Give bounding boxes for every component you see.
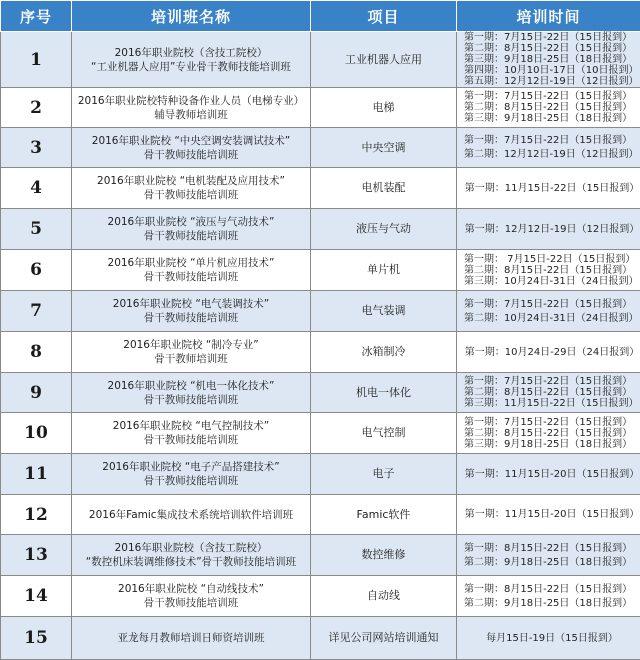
- training-period: 第二期：9月18日-25日（18日报到）: [464, 557, 640, 568]
- item-cell: 中央空调: [311, 128, 457, 168]
- training-period: 第一期：8月15日-22日（15日报到）: [464, 584, 640, 595]
- training-period: 第三期：9月18日-25日（18日报到）: [464, 54, 640, 65]
- item-cell: 冰箱制冷: [311, 332, 457, 373]
- training-time-cell: [457, 413, 640, 454]
- training-time-cell: [457, 454, 640, 495]
- table-row: [1, 32, 640, 88]
- row-number: 4: [1, 168, 72, 209]
- training-time-cell: [457, 168, 640, 209]
- row-number: 8: [1, 332, 72, 373]
- training-period: 第二期：12月12日-19日（12日报到）: [464, 149, 640, 160]
- class-name-line: “工业机器人应用”专业骨干教师技能培训班: [72, 60, 310, 74]
- table-row: [1, 454, 640, 495]
- class-name-cell: [72, 88, 311, 128]
- class-name-cell: [72, 250, 311, 291]
- training-time-cell: [457, 128, 640, 168]
- training-time-cell: [457, 32, 640, 88]
- row-number: 3: [1, 128, 72, 168]
- class-name-line: 2016年职业院校 “单片机应用技术”: [72, 256, 310, 270]
- class-name-line: 2016年职业院校 “电子产品搭建技术”: [72, 460, 310, 474]
- class-name-cell: [72, 168, 311, 209]
- header-row: [1, 1, 640, 32]
- training-period: 第三期：11月15日-22日（15日报到）: [464, 398, 640, 409]
- item-cell: 电气控制: [311, 413, 457, 454]
- training-period: 第二期：8月15日-22日（15日报到）: [464, 102, 640, 113]
- class-name-line: 骨干教师技能培训班: [72, 474, 310, 488]
- table-row: [1, 373, 640, 413]
- training-time-cell: [457, 250, 640, 291]
- class-name-line: 骨干教师技能培训班: [72, 148, 310, 162]
- training-period: 第二期：8月15日-22日（15日报到）: [464, 428, 640, 439]
- row-number: 2: [1, 88, 72, 128]
- class-name-line: 2016年职业院校 “液压与气动技术”: [72, 215, 310, 229]
- class-name-line: 2016年职业院校 “电机装配及应用技术”: [72, 174, 310, 188]
- row-number: 10: [1, 413, 72, 454]
- table-row: [1, 250, 640, 291]
- item-cell: 单片机: [311, 250, 457, 291]
- class-name-line: 2016年职业院校 “机电一体化技术”: [72, 379, 310, 393]
- class-name-cell: [72, 495, 311, 535]
- class-name-line: 骨干教师技能培训班: [72, 188, 310, 202]
- training-time-cell: [457, 209, 640, 250]
- table-row: [1, 495, 640, 535]
- row-number: 11: [1, 454, 72, 495]
- table-row: [1, 332, 640, 373]
- row-number: 14: [1, 576, 72, 617]
- class-name-cell: [72, 209, 311, 250]
- class-name-line: 2016年职业院校（含技工院校）: [72, 46, 310, 60]
- training-period: 第三期：10月24日-31日（24日报到）: [464, 276, 640, 287]
- item-cell: 液压与气动: [311, 209, 457, 250]
- class-name-cell: [72, 413, 311, 454]
- class-name-cell: [72, 373, 311, 413]
- training-period: 第一期：7月15日-22日（15日报到）: [464, 376, 640, 387]
- training-time-cell: [457, 332, 640, 373]
- table-row: [1, 209, 640, 250]
- row-number: 6: [1, 250, 72, 291]
- training-period: 第二期：8月15日-22日（15日报到）: [464, 43, 640, 54]
- table-row: [1, 535, 640, 576]
- table-row: [1, 291, 640, 332]
- item-cell: 电机装配: [311, 168, 457, 209]
- table-row: [1, 413, 640, 454]
- class-name-line: 2016年职业院校 “自动线技术”: [72, 582, 310, 596]
- class-name-cell: [72, 454, 311, 495]
- class-name-line: 骨干教师技能培训班: [72, 393, 310, 407]
- training-period: 每月15日-19日（15日报到）: [464, 633, 640, 644]
- training-time-cell: [457, 576, 640, 617]
- training-period: 第一期：12月12日-19日（12日报到）: [464, 224, 640, 235]
- class-name-line: 骨干教师培训班: [72, 352, 310, 366]
- training-period: 第一期：7月15日-22日（15日报到）: [464, 91, 640, 102]
- class-name-cell: [72, 32, 311, 88]
- row-number: 9: [1, 373, 72, 413]
- row-number: 5: [1, 209, 72, 250]
- table-row: [1, 128, 640, 168]
- training-period: 第一期：10月24日-29日（24日报到）: [464, 347, 640, 358]
- table-row: [1, 576, 640, 617]
- class-name-line: 2016年职业院校（含技工院校）: [72, 541, 310, 555]
- class-name-cell: [72, 332, 311, 373]
- training-time-cell: [457, 373, 640, 413]
- training-time-cell: [457, 88, 640, 128]
- row-number: 13: [1, 535, 72, 576]
- item-cell: 数控维修: [311, 535, 457, 576]
- table-body: [1, 32, 640, 660]
- training-period: 第二期：8月15日-22日（15日报到）: [464, 387, 640, 398]
- class-name-line: 亚龙每月教师培训日师资培训班: [72, 631, 310, 645]
- training-time-cell: [457, 535, 640, 576]
- training-period: 第四期：10月10日-17日（10日报到）: [464, 65, 640, 76]
- training-period: 第一期：11月15日-20日（15日报到）: [464, 469, 640, 480]
- row-number: 1: [1, 32, 72, 88]
- training-time-cell: [457, 495, 640, 535]
- class-name-cell: [72, 617, 311, 660]
- training-period: 第一期：7月15日-22日（15日报到）: [464, 32, 640, 43]
- training-period: 第一期：7月15日-22日（15日报到）: [464, 135, 640, 146]
- item-cell: 工业机器人应用: [311, 32, 457, 88]
- item-cell: 机电一体化: [311, 373, 457, 413]
- class-name-line: 辅导教师培训班: [72, 108, 310, 122]
- header-item: 项目: [311, 1, 457, 32]
- training-period: 第一期：7月15日-22日（15日报到）: [464, 299, 640, 310]
- training-period: 第五期：12月12日-19日（12日报到）: [464, 76, 640, 87]
- training-period: 第一期：11月15日-20日（15日报到）: [464, 509, 640, 520]
- class-name-cell: [72, 535, 311, 576]
- header-no: 序号: [1, 1, 72, 32]
- class-name-line: 2016年职业院校 “电气控制技术”: [72, 419, 310, 433]
- table-row: [1, 168, 640, 209]
- training-period: 第三期：9月18日-25日（18日报到）: [464, 113, 640, 124]
- item-cell: Famic软件: [311, 495, 457, 535]
- training-time-cell: [457, 617, 640, 660]
- class-name-line: 2016年职业院校特种设备作业人员（电梯专业）: [72, 94, 310, 108]
- table-row: [1, 617, 640, 660]
- row-number: 12: [1, 495, 72, 535]
- table-row: [1, 88, 640, 128]
- item-cell: 详见公司网站培训通知: [311, 617, 457, 660]
- row-number: 7: [1, 291, 72, 332]
- class-name-line: 骨干教师技能培训班: [72, 596, 310, 610]
- training-period: 第一期： 7月15日-22日（15日报到）: [464, 254, 640, 265]
- training-period: 第二期：9月18日-25日（18日报到）: [464, 598, 640, 609]
- header-class-name: 培训班名称: [72, 1, 311, 32]
- class-name-cell: [72, 291, 311, 332]
- item-cell: 电气装调: [311, 291, 457, 332]
- class-name-line: 骨干教师技能培训班: [72, 433, 310, 447]
- class-name-line: 骨干教师技能培训班: [72, 229, 310, 243]
- class-name-line: 2016年职业院校 “制冷专业”: [72, 338, 310, 352]
- training-period: 第三期：9月18日-25日（18日报到）: [464, 439, 640, 450]
- header-time: 培训时间: [457, 1, 640, 32]
- item-cell: 自动线: [311, 576, 457, 617]
- class-name-cell: [72, 576, 311, 617]
- training-period: 第二期：8月15日-22日（15日报到）: [464, 265, 640, 276]
- training-period: 第一期：11月15日-22日（15日报到）: [464, 183, 640, 194]
- class-name-line: 2016年职业院校 “电气装调技术”: [72, 297, 310, 311]
- row-number: 15: [1, 617, 72, 660]
- item-cell: 电子: [311, 454, 457, 495]
- class-name-line: 骨干教师技能培训班: [72, 311, 310, 325]
- training-period: 第一期：7月15日-22日（15日报到）: [464, 417, 640, 428]
- training-period: 第一期：8月15日-22日（15日报到）: [464, 543, 640, 554]
- class-name-line: 2016年Famic集成技术系统培训软件培训班: [72, 508, 310, 522]
- class-name-line: 骨干教师技能培训班: [72, 270, 310, 284]
- table-header: [1, 1, 640, 32]
- class-name-line: “数控机床装调维修技术”骨干教师技能培训班: [72, 555, 310, 569]
- item-cell: 电梯: [311, 88, 457, 128]
- training-time-cell: [457, 291, 640, 332]
- training-period: 第二期：10月24日-31日（24日报到）: [464, 313, 640, 324]
- class-name-cell: [72, 128, 311, 168]
- class-name-line: 2016年职业院校 “中央空调安装调试技术”: [72, 134, 310, 148]
